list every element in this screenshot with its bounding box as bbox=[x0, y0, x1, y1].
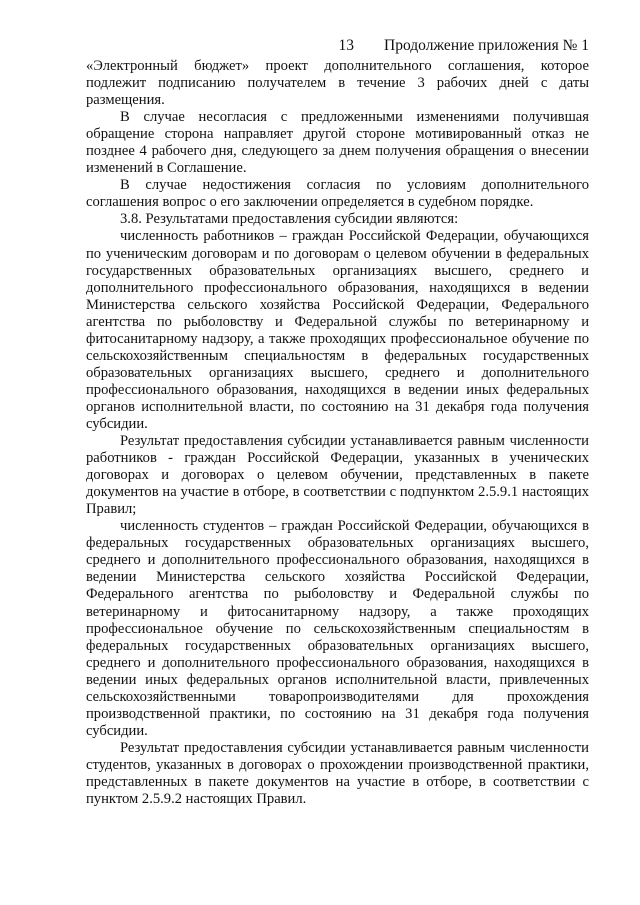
paragraph-e-budget-continuation: «Электронный бюджет» проект дополнительного соглашения, которое подлежит подписанию получателем в течение 3 рабочих дней с даты размещения. bbox=[86, 58, 589, 109]
paragraph-workers-count: численность работников – граждан Российской Федерации, обучающихся по ученическим договорам и по договорам о целевом обучении в федеральных государственных образовательных организациях высшего, среднего и дополнительного профессионального образования, находящихся в ведении Министерства сельского хозяйства Российской Федерации, Федерального агентства по рыболовству и Федеральной службы по ветеринарному и фитосанитарному надзору, а также проходящих профессиональное обучение по сельскохозяйственным специальностям в федеральных государственных образовательных организациях высшего, среднего и дополнительного профессионального образования, находящихся в ведении иных федеральных органов исполнительной власти, по состоянию на 31 декабря года получения субсидии. bbox=[86, 228, 589, 432]
header-title: Продолжение приложения № 1 bbox=[384, 37, 589, 54]
paragraph-students-result: Результат предоставления субсидии устанавливается равным численности студентов, указанных в договорах о прохождении производственной практики, представленных в пакете документов на участие в отборе, в соответствии с пунктом 2.5.9.2 настоящих Правил. bbox=[86, 739, 589, 808]
document-page bbox=[86, 36, 589, 808]
paragraph-workers-result: Результат предоставления субсидии устанавливается равным численности работников - граждан Российской Федерации, указанных в ученических договорах и договорах о целевом обучении, представленных в пакете документов на участие в отборе, в соответствии с подпунктом 2.5.9.1 настоящих Правил; bbox=[86, 433, 589, 518]
page-number: 13 bbox=[338, 37, 355, 54]
paragraph-court-procedure: В случае недостижения согласия по условиям дополнительного соглашения вопрос о его заключении определяется в судебном порядке. bbox=[86, 177, 589, 211]
page-header bbox=[86, 36, 589, 56]
paragraph-students-count: численность студентов – граждан Российской Федерации, обучающихся в федеральных государственных образовательных организациях высшего, среднего и дополнительного профессионального образования, находящихся в ведении Министерства сельского хозяйства Российской Федерации, Федерального агентства по рыболовству и Федеральной службы по ветеринарному и фитосанитарному надзору, а также проходящих профессиональное обучение по сельскохозяйственным специальностям в федеральных государственных образовательных организациях высшего, среднего и дополнительного профессионального образования, находящихся в ведении иных федеральных органов исполнительной власти, привлеченных сельскохозяйственными товаропроизводителями для прохождения производственной практики, по состоянию на 31 декабря года получения субсидии. bbox=[86, 518, 589, 739]
paragraph-section-3-8: 3.8. Результатами предоставления субсидии являются: bbox=[120, 211, 459, 228]
paragraph-disagreement: В случае несогласия с предложенными изменениями получившая обращение сторона направляет другой стороне мотивированный отказ не позднее 4 рабочего дня, следующего за днем получения обращения о внесении изменений в Соглашение. bbox=[86, 109, 589, 177]
